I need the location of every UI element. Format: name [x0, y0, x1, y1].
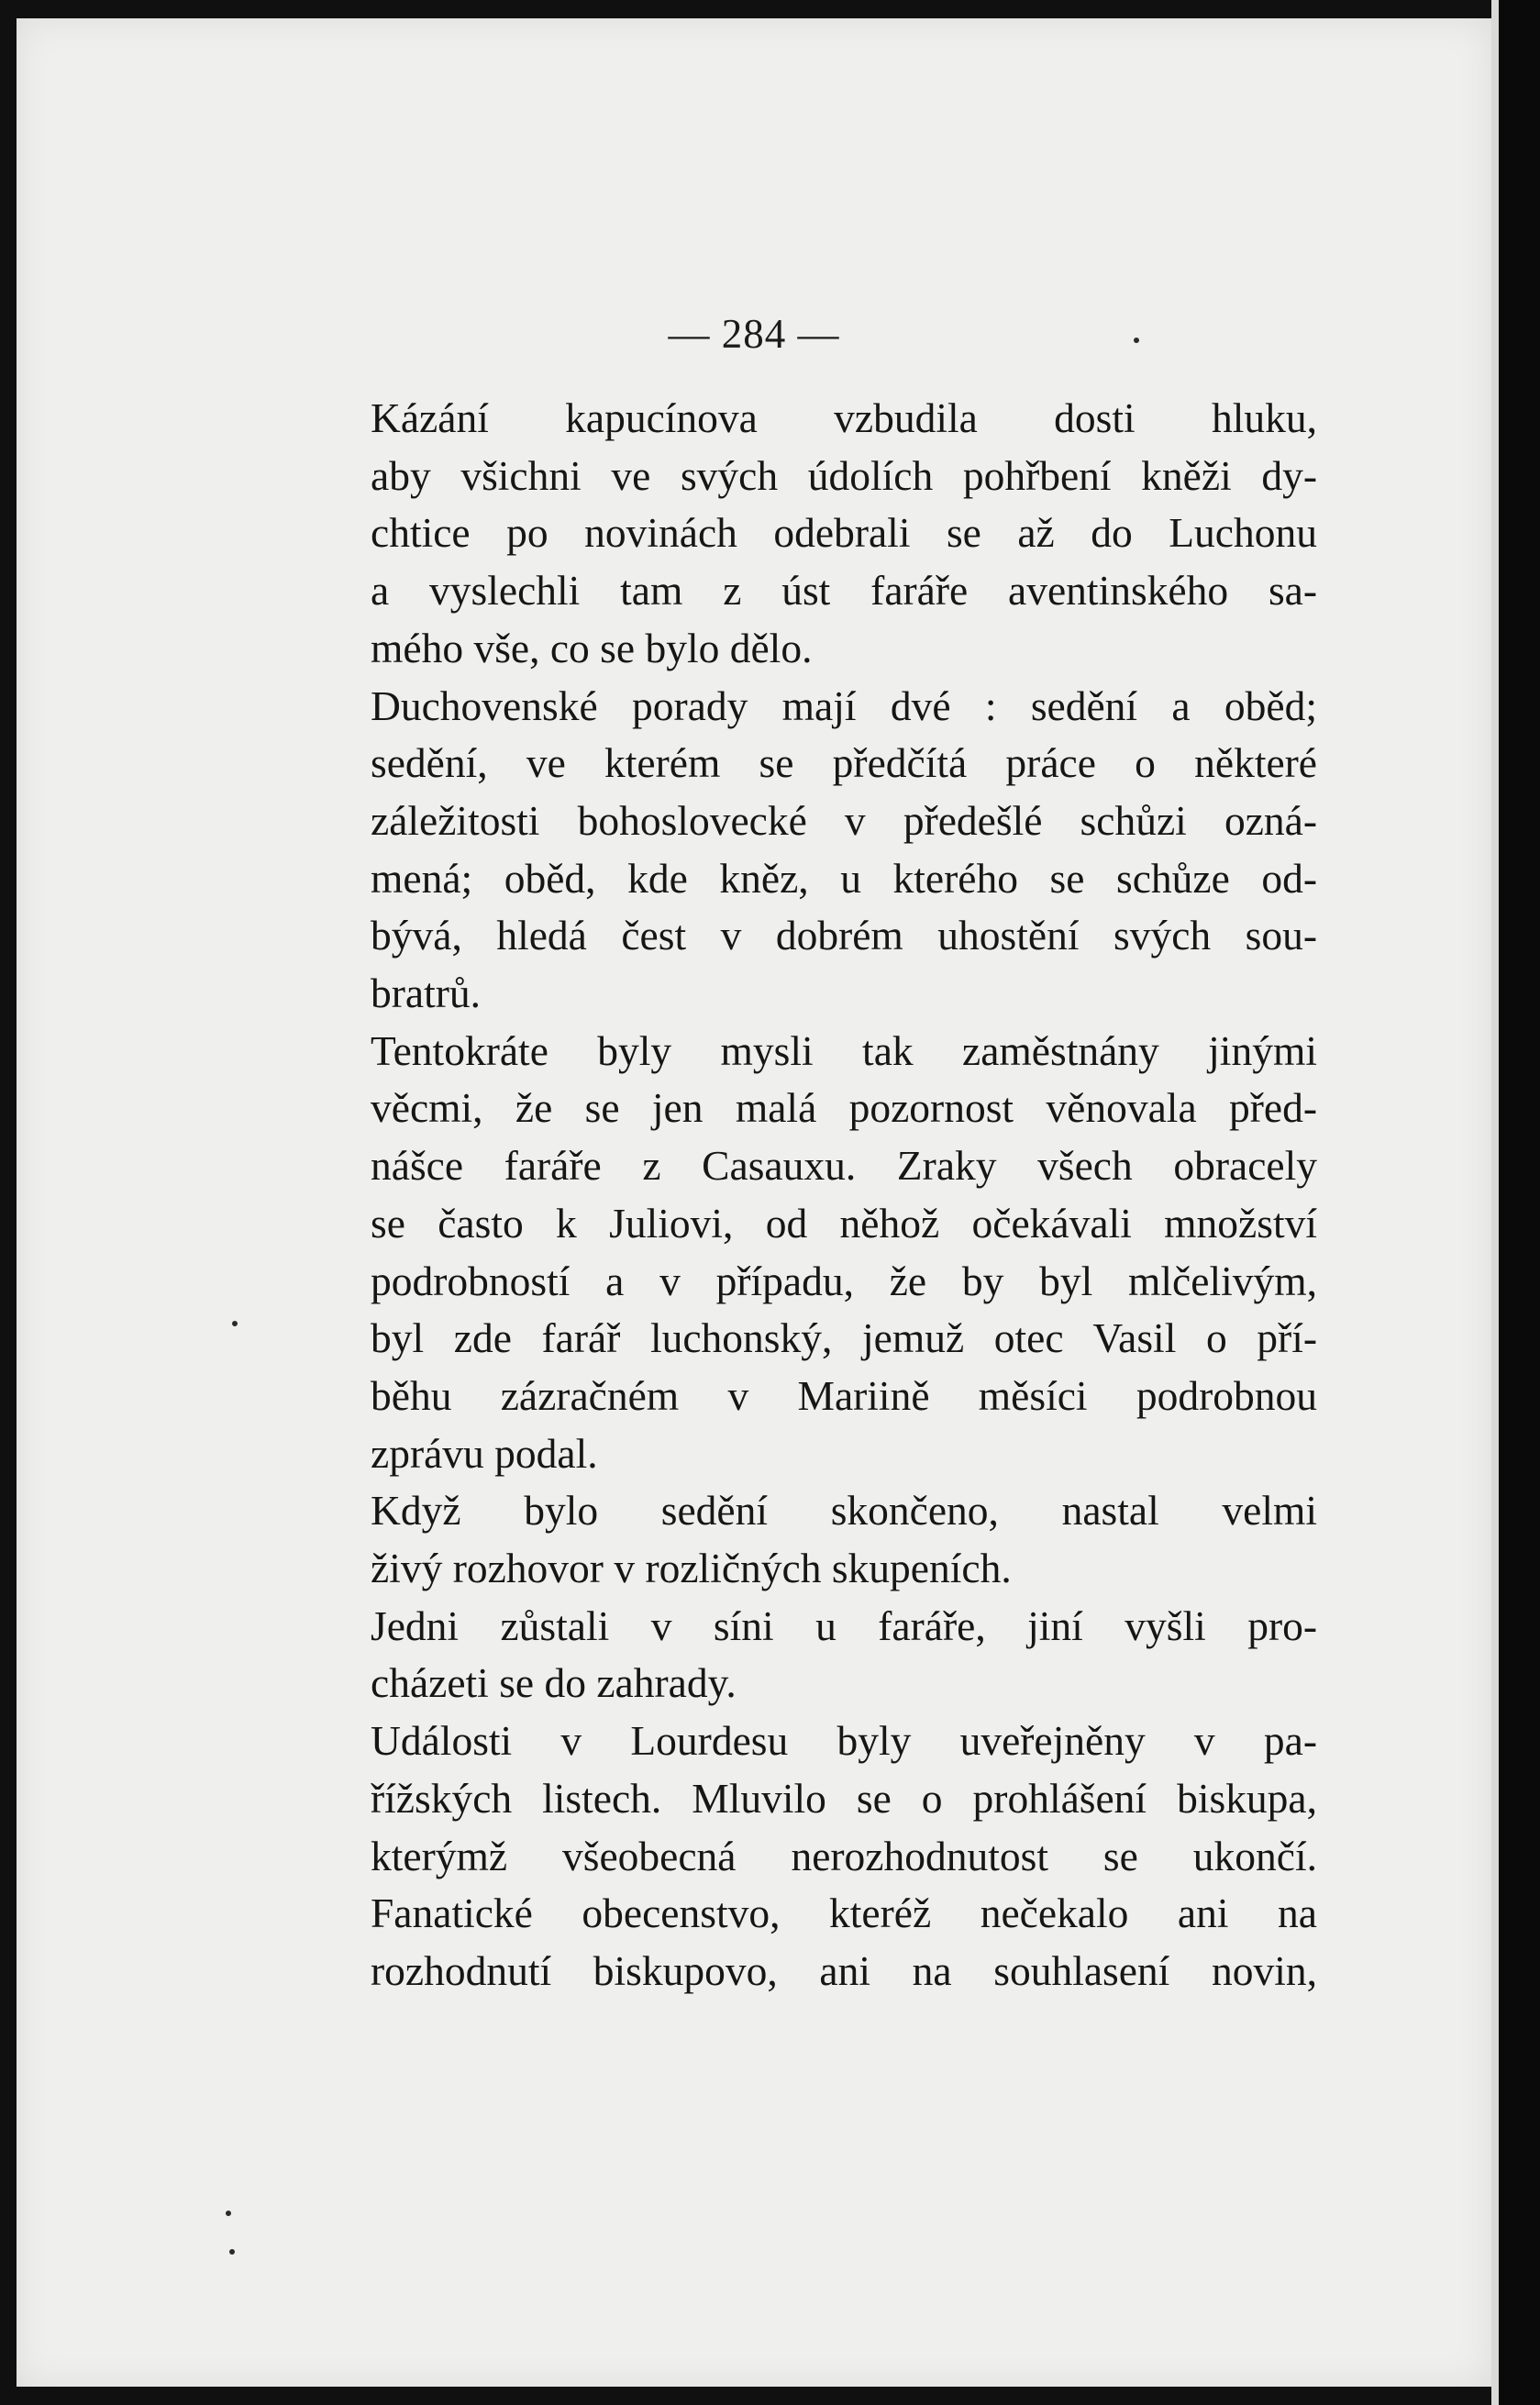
text-line: Fanatické obecenstvo, kteréž nečekalo ani na	[371, 1890, 1317, 1937]
text-line: kterýmž všeobecná nerozhodnutost se ukončí.	[371, 1832, 1317, 1879]
text-line: byl zde farář luchonský, jemuž otec Vasil o pří-	[371, 1314, 1317, 1362]
paragraph	[271, 1598, 1317, 1712]
text-line: nášce faráře z Casauxu. Zraky všech obracely	[371, 1142, 1317, 1190]
paragraph	[271, 1023, 1317, 1483]
paragraph	[271, 390, 1317, 678]
text-line: mého vše, co se bylo dělo.	[371, 624, 813, 671]
text-line: záležitosti bohoslovecké v předešlé schůzi ozná-	[371, 796, 1317, 844]
text-line: živý rozhovor v rozličných skupeních.	[371, 1545, 1012, 1592]
text-line: mená; oběd, kde kněz, u kterého se schůze od-	[371, 854, 1317, 902]
text-line: bratrů.	[371, 970, 482, 1017]
text-line: řížských listech. Mluvilo se o prohlášení biskupa,	[371, 1774, 1317, 1822]
text-line: Když bylo sedění skončeno, nastal velmi	[371, 1487, 1317, 1535]
text-line: cházeti se do zahrady.	[371, 1659, 737, 1707]
print-speck	[229, 2249, 235, 2255]
text-line: Tentokráte byly mysli tak zaměstnány jinými	[371, 1026, 1317, 1074]
text-line: aby všichni ve svých údolích pohřbení kněži dy-	[371, 451, 1317, 499]
book-page	[17, 18, 1491, 2387]
text-line: zprávu podal.	[371, 1429, 598, 1477]
scan-border	[1499, 0, 1540, 2405]
page-edge	[1491, 0, 1499, 2405]
paragraph	[271, 678, 1317, 1023]
text-line: Duchovenské porady mají dvé : sedění a oběd;	[371, 682, 1317, 729]
body-text	[271, 390, 1317, 2000]
text-line: bývá, hledá čest v dobrém uhostění svých sou-	[371, 912, 1317, 959]
paragraph	[271, 1482, 1317, 1597]
page-number: — 284 —	[668, 311, 840, 357]
text-line: podrobností a v případu, že by byl mlčelivým,	[371, 1257, 1317, 1304]
print-speck	[1134, 338, 1139, 343]
print-speck	[226, 2211, 231, 2216]
text-line: rozhodnutí biskupovo, ani na souhlasení novin,	[371, 1946, 1317, 1994]
text-line: se často k Juliovi, od něhož očekávali množství	[371, 1199, 1317, 1247]
print-speck	[232, 1321, 238, 1326]
text-line: věcmi, že se jen malá pozornost věnovala před-	[371, 1084, 1317, 1132]
text-line: chtice po novinách odebrali se až do Luchonu	[371, 509, 1317, 557]
text-line: sedění, ve kterém se předčítá práce o některé	[371, 739, 1317, 787]
text-line: běhu zázračném v Mariině měsíci podrobnou	[371, 1371, 1317, 1419]
text-line: Události v Lourdesu byly uveřejněny v pa-	[371, 1717, 1317, 1765]
text-line: Jedni zůstali v síni u faráře, jiní vyšli pro-	[371, 1601, 1317, 1649]
text-line: a vyslechli tam z úst faráře aventinského sa-	[371, 567, 1317, 615]
text-line: Kázání kapucínova vzbudila dosti hluku,	[371, 394, 1317, 441]
paragraph	[271, 1712, 1317, 2000]
